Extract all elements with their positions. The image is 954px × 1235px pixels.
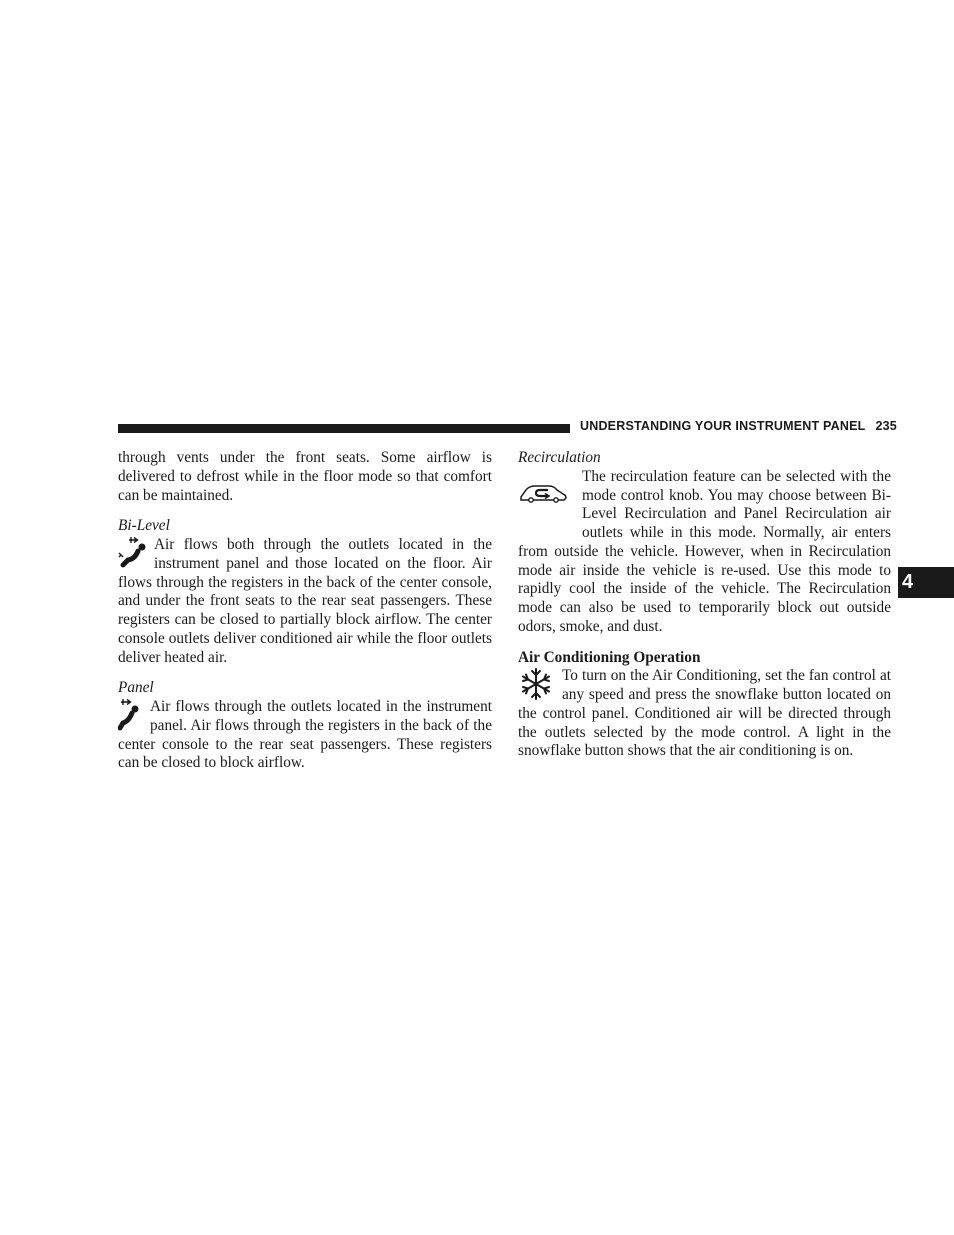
chapter-tab: 4 [898, 567, 954, 598]
panel-paragraph [118, 698, 492, 773]
bilevel-body: Air flows both through the outlets located in the instrument panel and those located on the floor. Air flows through the registers in the back of the center console, and under the front seats to the rear seat passengers. These registers can be closed to partially block airflow. The center console outlets deliver conditioned air while the floor outlets deliver heated air. [118, 536, 492, 666]
air-conditioning-paragraph [518, 667, 891, 761]
recirculation-paragraph [518, 468, 891, 637]
panel-body: Air flows through the outlets located in the instrument panel. Air flows through the registers in the back of the center console to the rear seat passengers. These registers can be closed to block airflow. [118, 698, 492, 772]
header-rule [118, 424, 570, 433]
running-header [580, 419, 897, 433]
air-conditioning-heading: Air Conditioning Operation [518, 648, 701, 666]
bilevel-paragraph [118, 536, 492, 667]
right-column [518, 449, 891, 761]
air-conditioning-body: To turn on the Air Conditioning, set the fan control at any speed and press the snowflake button located on the control panel. Conditioned air will be directed through the outlets selected by the mode control. A light in the snowflake button shows that the air conditioning is on. [518, 667, 891, 760]
intro-paragraph: through vents under the front seats. Some airflow is delivered to defrost while in the floor mode so that comfort can be maintained. [118, 449, 492, 504]
recirculation-icon [518, 482, 568, 504]
recirculation-body: The recirculation feature can be selected with the mode control knob. You may choose between Bi-Level Recirculation and Panel Recirculation air outlets while in this mode. Normally, air enters from outside the vehicle. However, when in Recirculation mode air inside the vehicle is re-used. Use this mode to rapidly cool the inside of the vehicle. The Recirculation mode can also be used to temporarily block out outside odors, smoke, and dust. [518, 467, 891, 635]
panel-heading: Panel [118, 679, 154, 697]
page-number: 235 [875, 419, 897, 433]
left-column [118, 449, 492, 773]
snowflake-icon [518, 667, 554, 701]
bilevel-airflow-icon [118, 536, 148, 570]
section-title: UNDERSTANDING YOUR INSTRUMENT PANEL [580, 419, 866, 433]
panel-airflow-icon [118, 698, 144, 732]
bilevel-heading: Bi-Level [118, 517, 170, 535]
recirculation-heading: Recirculation [518, 449, 601, 466]
